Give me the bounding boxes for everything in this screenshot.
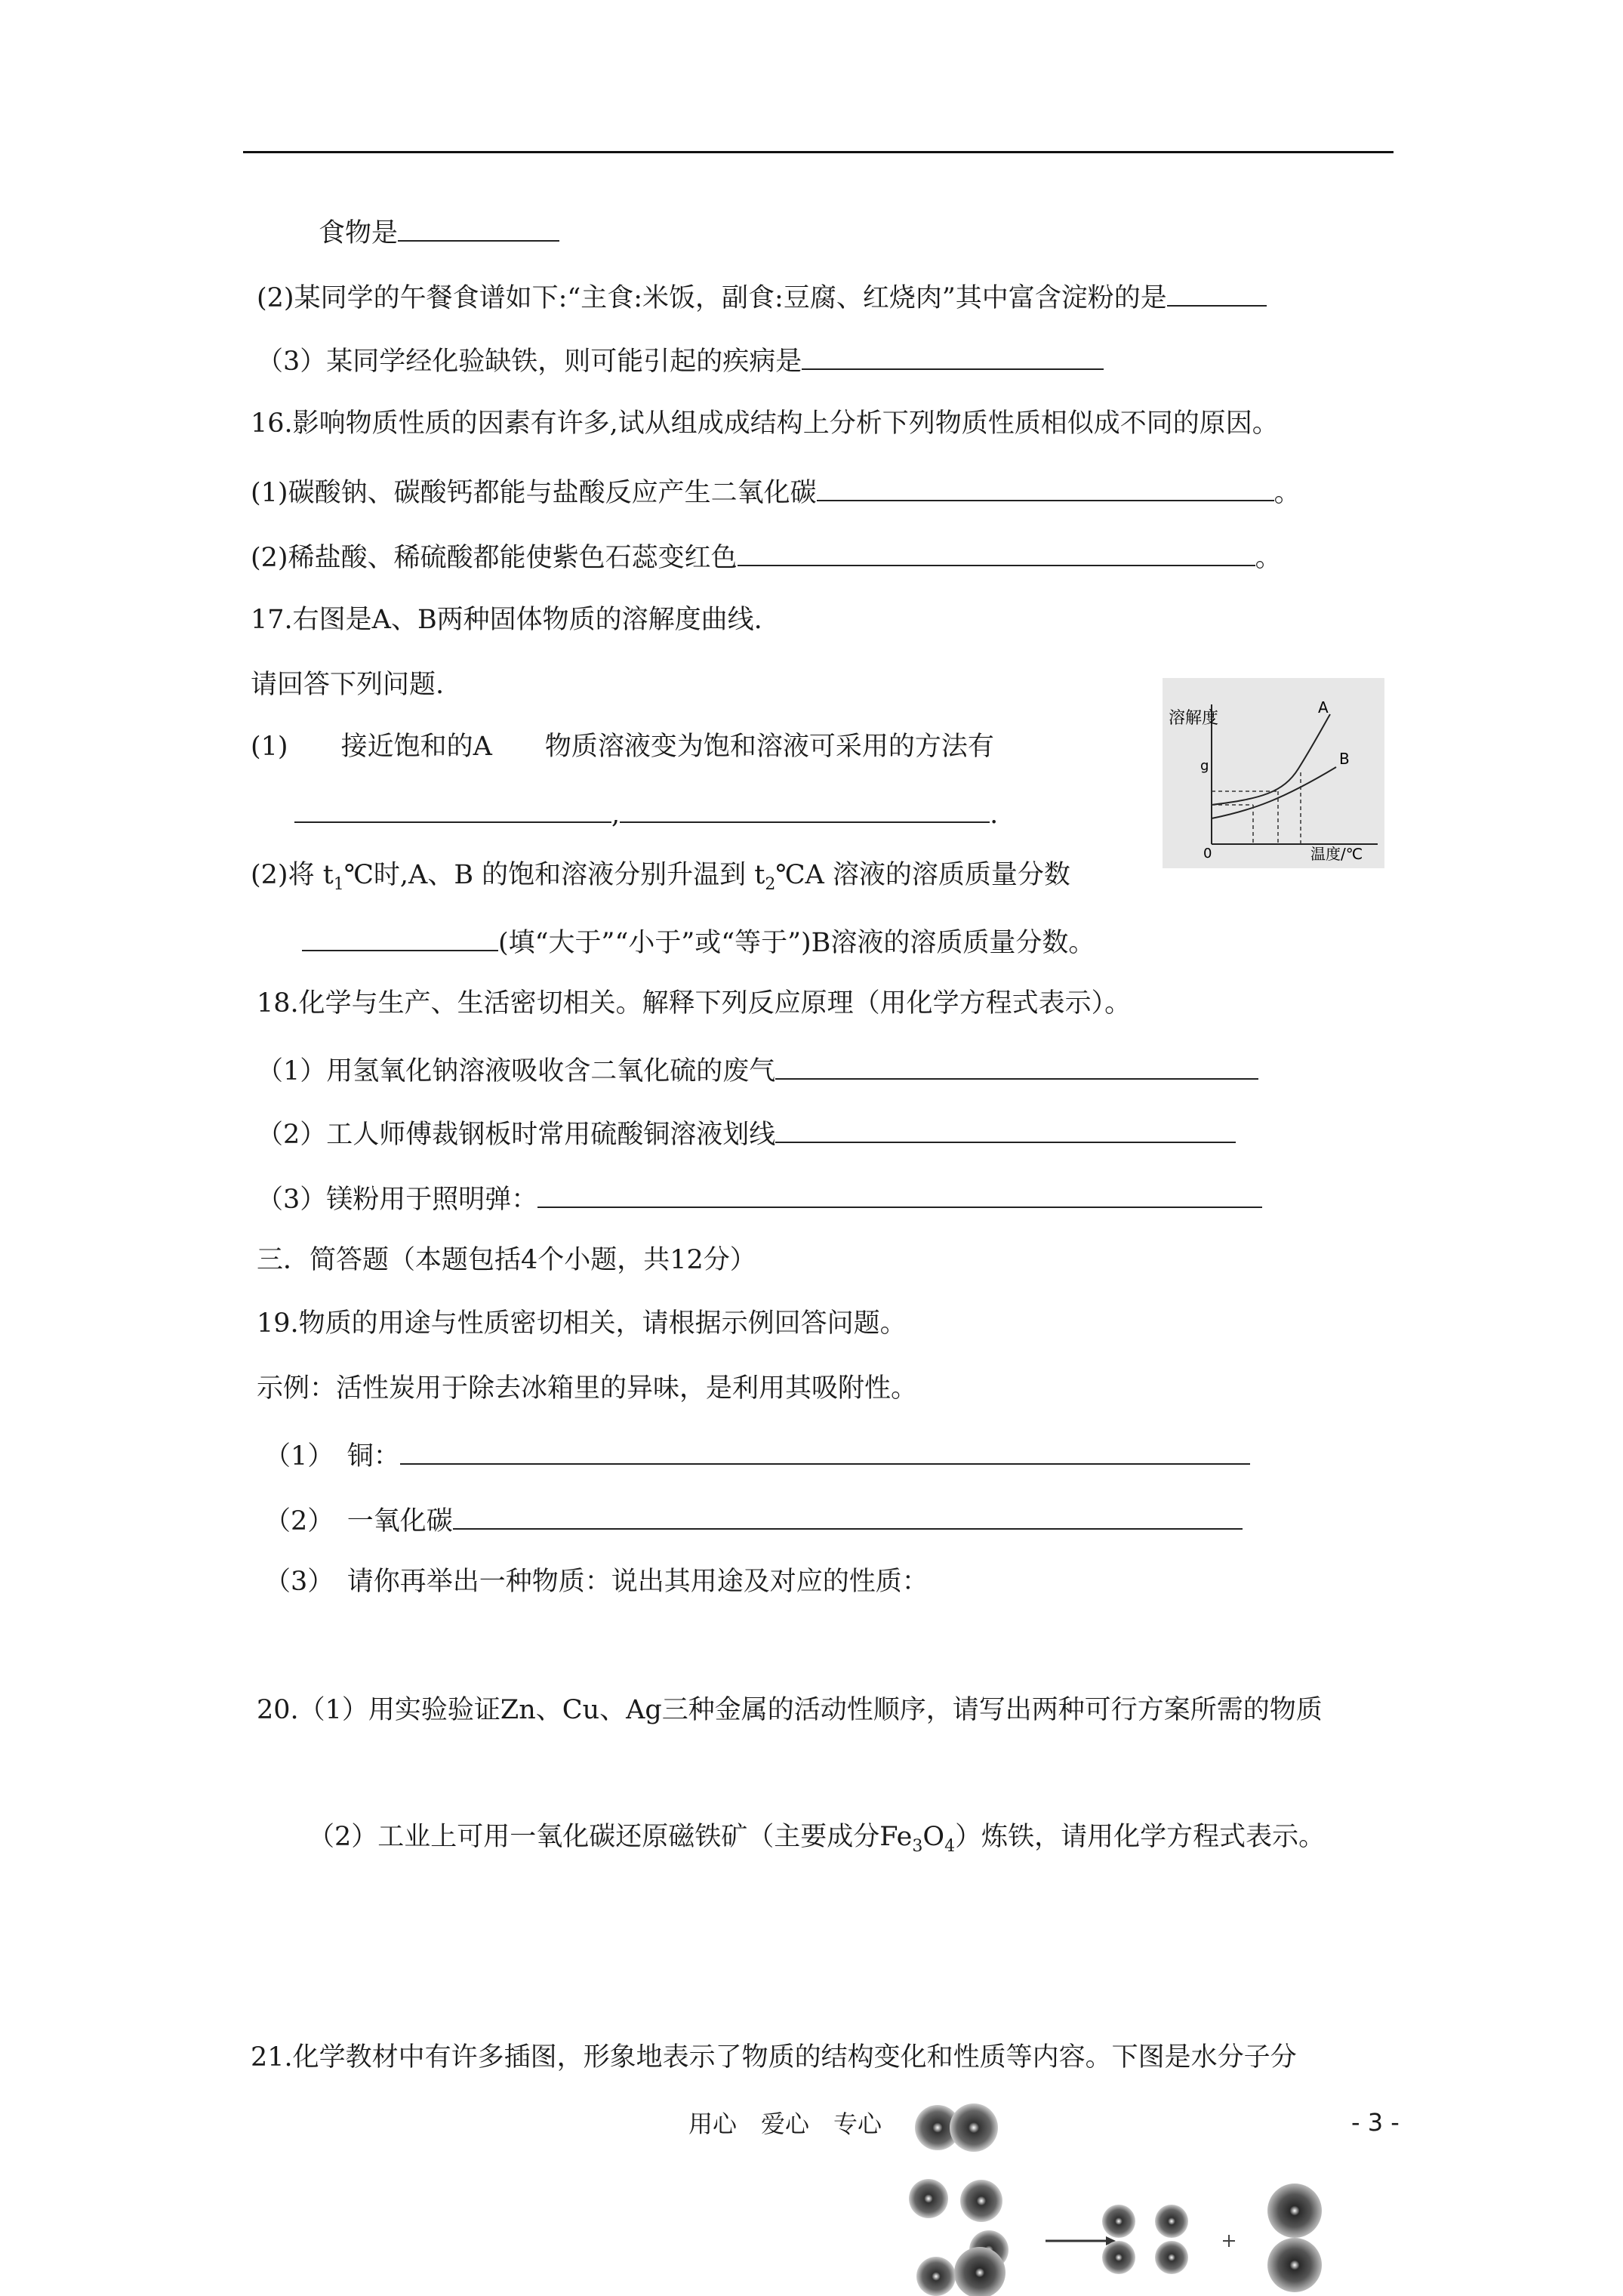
- q15-line-2: (2)某同学的午餐食谱如下:“主食:米饭，副食:豆腐、红烧肉”其中富含淀粉的是: [257, 278, 1267, 316]
- q17-item-2: (2)将 $t_1℃$时,A、B 的饱和溶液分别升温到 $t_2℃A$ 溶液的溶质质量分数: [251, 860, 1070, 894]
- page-number: - 3 -: [1351, 2108, 1400, 2137]
- q19-item-2: （2） 一氧化碳: [264, 1501, 1243, 1539]
- answer-blank: [537, 1179, 1262, 1208]
- solubility-curve-figure: [1163, 678, 1384, 868]
- q15-line-3: （3）某同学经化验缺铁，则可能引起的疾病是: [257, 341, 1104, 379]
- oxygen-atom: [960, 2180, 1002, 2222]
- hydrogen-atom: [1102, 2205, 1135, 2238]
- q16-item-2: (2)稀盐酸、稀硫酸都能使紫色石蕊变红色 。: [251, 538, 1282, 575]
- oxygen-atom: [1267, 2238, 1322, 2292]
- x-axis-label: 温度/℃: [1310, 845, 1363, 863]
- q16-stem: 16.影响物质性质的因素有许多,试从组成成结构上分析下列物质性质相似成不同的原因。: [251, 408, 1279, 439]
- oxygen-atom: [954, 2247, 1006, 2296]
- curve-b-label: B: [1339, 750, 1350, 768]
- hydrogen-atom: [916, 2257, 956, 2296]
- y-axis-label: 溶解度: [1169, 709, 1219, 728]
- q15-line-1: 食物是: [319, 213, 559, 251]
- q19-example: 示例：活性炭用于除去冰箱里的异味，是利用其吸附性。: [257, 1373, 918, 1404]
- q18-stem: 18.化学与生产、生活密切相关。解释下列反应原理（用化学方程式表示）。: [257, 988, 1132, 1019]
- q20-item-1: 20.（1）用实验验证Zn、Cu、Ag三种金属的活动性顺序，请写出两种可行方案所需的物质: [257, 1695, 1323, 1725]
- section-3-heading: 三．简答题（本题包括4个小题，共12分）: [257, 1245, 756, 1275]
- answer-blank: [398, 213, 559, 242]
- y-axis-unit: g: [1200, 758, 1209, 774]
- q18-item-2: （2）工人师傅裁钢板时常用硫酸铜溶液划线: [257, 1114, 1236, 1152]
- q17-item-1: (1) 接近饱和的A 物质溶液变为饱和溶液可采用的方法有: [251, 732, 994, 762]
- hydrogen-atom: [1155, 2205, 1188, 2238]
- answer-blank: [453, 1501, 1243, 1530]
- q18-item-3: （3）镁粉用于照明弹：: [257, 1179, 1262, 1217]
- q19-item-3: （3） 请你再举出一种物质：说出其用途及对应的性质：: [264, 1567, 929, 1597]
- q17-stem: 17.右图是A、B两种固体物质的溶解度曲线.: [251, 605, 762, 635]
- curve-a: [1212, 714, 1330, 805]
- oxygen-atom: [950, 2103, 998, 2152]
- answer-blank: [817, 473, 1274, 501]
- q20-item-2: （2）工业上可用一氧化碳还原磁铁矿（主要成分$Fe_3O_4$）炼铁，请用化学方程式表示。: [308, 1822, 1326, 1856]
- q19-stem: 19.物质的用途与性质密切相关，请根据示例回答问题。: [257, 1308, 907, 1339]
- water-molecule-illustration: [891, 2039, 1344, 2296]
- q18-item-1: （1）用氢氧化钠溶液吸收含二氧化硫的废气: [257, 1051, 1258, 1089]
- q21-stem: 21.化学教材中有许多插图，形象地表示了物质的结构变化和性质等内容。下图是水分子分: [251, 2042, 1297, 2073]
- answer-blank: [738, 538, 1255, 566]
- curve-a-label: A: [1318, 698, 1329, 717]
- answer-blank: [400, 1436, 1250, 1465]
- hydrogen-atom: [1155, 2241, 1188, 2274]
- hydrogen-atom: [1102, 2241, 1135, 2274]
- q17-item-1-blanks: , .: [294, 794, 998, 832]
- answer-blank: [620, 794, 990, 823]
- q16-item-1: (1)碳酸钠、碳酸钙都能与盐酸反应产生二氧化碳 。: [251, 473, 1301, 510]
- answer-blank: [802, 341, 1104, 370]
- q17-prompt: 请回答下列问题.: [251, 670, 445, 700]
- origin-label: 0: [1203, 846, 1212, 861]
- answer-blank: [302, 923, 498, 951]
- q17-item-2-cont: (填“大于”“小于”或“等于”)B溶液的溶质质量分数。: [302, 923, 1095, 960]
- answer-blank: [1167, 278, 1267, 307]
- oxygen-atom: [1267, 2184, 1322, 2238]
- footer-motto: 用心 爱心 专心: [688, 2110, 882, 2138]
- answer-blank: [294, 794, 611, 823]
- curve-b: [1212, 767, 1336, 818]
- answer-blank: [775, 1051, 1258, 1080]
- hydrogen-atom: [909, 2179, 948, 2218]
- answer-blank: [775, 1114, 1236, 1143]
- q19-item-1: （1） 铜：: [264, 1436, 1250, 1474]
- header-rule: [243, 151, 1394, 153]
